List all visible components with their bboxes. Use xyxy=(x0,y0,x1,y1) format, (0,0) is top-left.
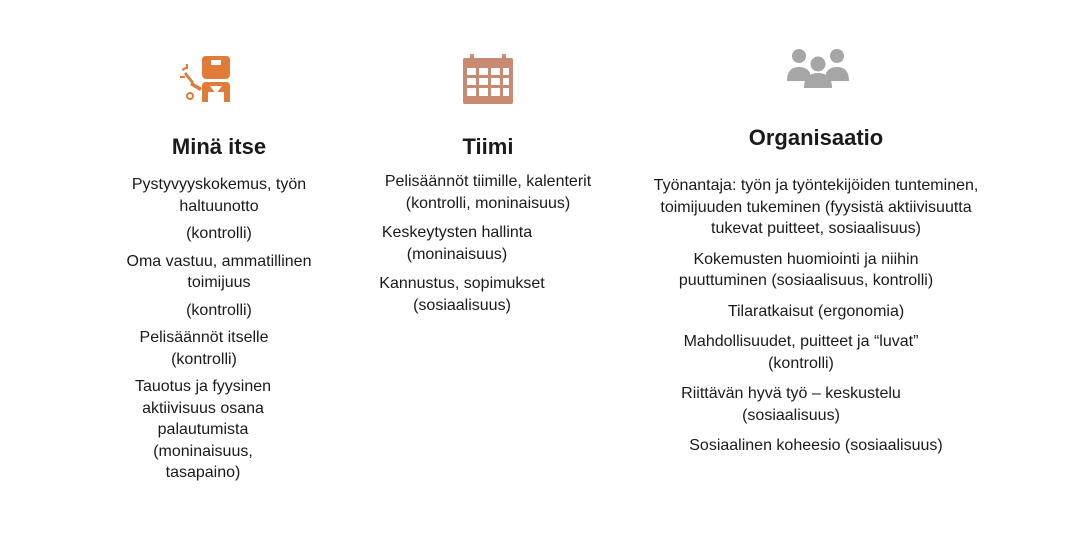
item-list xyxy=(362,171,614,324)
column-tiimi xyxy=(362,0,614,324)
column-organisaatio xyxy=(638,0,994,466)
list-item: Pelisäännöt itselle (kontrolli) xyxy=(139,329,269,368)
list-item: Kannustus, sopimukset (sosiaalisuus) xyxy=(379,275,545,314)
list-item: Sosiaalinen koheesio (sosiaalisuus) xyxy=(689,437,943,454)
list-item: Tauotus ja fyysinen aktiivisuus osana palautumista (moninaisuus, tasapaino) xyxy=(134,378,272,481)
list-item: Työnantaja: työn ja työntekijöiden tunteminen, toimijuuden tukeminen (fyysistä aktiivisuutta tukevat puitteet, sosiaalisuus) xyxy=(653,177,979,237)
list-item: Pystyvyyskokemus, työn haltuunotto xyxy=(131,176,307,215)
list-item: (kontrolli) xyxy=(186,301,252,319)
list-item: Pelisäännöt tiimille, kalenterit (kontrolli, moninaisuus) xyxy=(384,173,592,212)
list-item: Oma vastuu, ammatillinen toimijuus xyxy=(126,252,312,291)
column-heading: Tiimi xyxy=(462,134,514,159)
list-item: Mahdollisuudet, puitteet ja “luvat” (kontrolli) xyxy=(683,333,919,372)
list-item: Kokemusten huomiointi ja niihin puuttuminen (sosiaalisuus, kontrolli) xyxy=(678,250,934,289)
list-item: Riittävän hyvä työ – keskustelu (sosiaalisuus) xyxy=(681,385,901,424)
item-list xyxy=(119,174,319,492)
list-item: Tilaratkaisut (ergonomia) xyxy=(727,302,905,320)
list-item: Keskeytysten hallinta (moninaisuus) xyxy=(381,224,533,263)
column-heading: Organisaatio xyxy=(748,125,884,150)
column-mina-itse xyxy=(98,0,340,492)
item-list xyxy=(651,175,981,466)
list-item: (kontrolli) xyxy=(186,225,252,242)
column-heading: Minä itse xyxy=(171,134,267,159)
